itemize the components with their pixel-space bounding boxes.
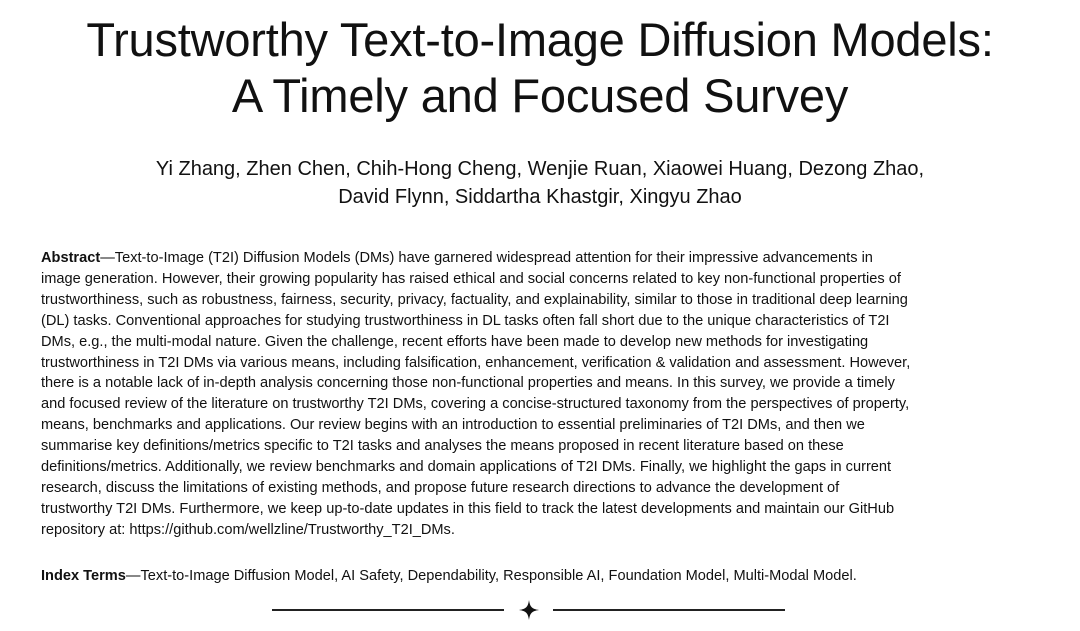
abstract-label: Abstract <box>41 250 101 266</box>
abstract <box>41 248 1043 541</box>
index-terms <box>41 566 1043 587</box>
abstract-text: —Text-to-Image (T2I) Diffusion Models (DMs) have garnered widespread attention for their impressive advancements in <box>100 250 873 266</box>
abstract-line: definitions/metrics. Additionally, we review benchmarks and domain applications of T2I DMs. Finally, we highlight the gaps in current <box>41 459 892 476</box>
abstract-line: image generation. However, their growing popularity has raised ethical and social concerns related to key non-functional properties of <box>41 270 901 287</box>
author-line: Yi Zhang, Zhen Chen, Chih-Hong Cheng, Wenjie Ruan, Xiaowei Huang, Dezong Zhao, <box>155 158 925 180</box>
abstract-line: and focused review of the literature on trustworthy T2I DMs, covering a concise-structured taxonomy from the perspectives of property, <box>41 396 910 413</box>
section-separator <box>0 598 1080 622</box>
abstract-line: DMs, e.g., the multi-modal nature. Given the challenge, recent efforts have been made to develop new methods for investigating <box>41 333 869 350</box>
abstract-line: there is a notable lack of in-depth analysis concerning those non-functional properties and means. In this survey, we provide a timely <box>41 375 895 392</box>
index-terms-text: —Text-to-Image Diffusion Model, AI Safety, Dependability, Responsible AI, Foundation Model, Multi-Modal Model. <box>125 568 857 584</box>
abstract-line: research, discuss the limitations of existing methods, and propose future research directions to advance the development of <box>41 479 840 496</box>
abstract-line: trustworthiness in T2I DMs via various means, including falsification, enhancement, verification & validation and assessment. However, <box>41 354 911 371</box>
abstract-line: means, benchmarks and applications. Our review begins with an introduction to essential preliminaries of T2I DMs, and then we <box>41 417 865 434</box>
abstract-line: (DL) tasks. Conventional approaches for studying trustworthiness in DL tasks often fall short due to the unique characteristics of T2I <box>41 312 890 329</box>
four-pointed-star-icon <box>518 599 540 621</box>
abstract-line <box>41 248 1043 269</box>
index-terms-line <box>41 566 1043 587</box>
author-list <box>0 155 1080 211</box>
abstract-line: trustworthy T2I DMs. Furthermore, we keep up-to-date updates in this field to track the latest developments and maintain our GitHub <box>41 500 895 517</box>
abstract-line: trustworthiness, such as robustness, fairness, security, privacy, factuality, and explainability, similar to those in traditional deep learning <box>41 291 908 308</box>
index-terms-label: Index Terms <box>41 568 126 584</box>
abstract-line: repository at: https://github.com/wellzline/Trustworthy_T2I_DMs. <box>41 521 455 538</box>
separator-rule-left <box>272 609 504 611</box>
separator-rule-right <box>553 609 785 611</box>
paper-title-line: Trustworthy Text-to-Image Diffusion Models: <box>86 13 994 66</box>
author-line: David Flynn, Siddartha Khastgir, Xingyu Zhao <box>338 186 742 208</box>
paper-title-line: A Timely and Focused Survey <box>231 69 849 122</box>
paper-title <box>0 12 1080 124</box>
abstract-line: summarise key definitions/metrics specific to T2I tasks and analyses the means proposed in recent literature based on these <box>41 438 844 455</box>
